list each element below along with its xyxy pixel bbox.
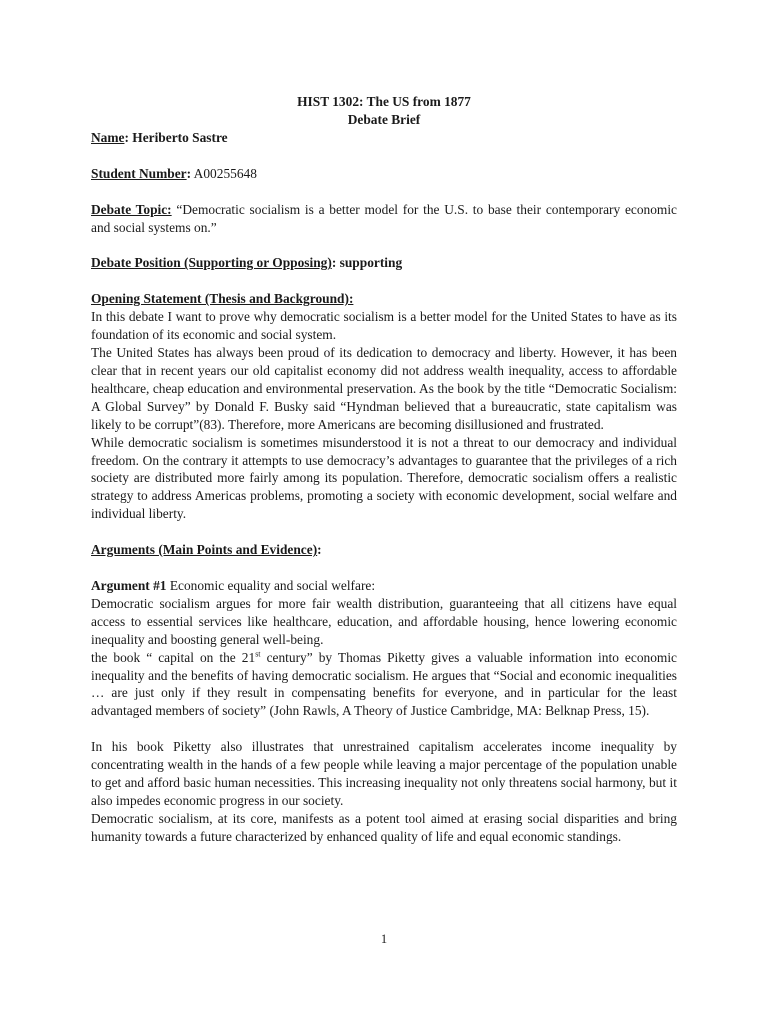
name-label: Name — [91, 129, 125, 145]
student-number-line: Student Number: A00255648 — [91, 165, 257, 181]
document-type: Debate Brief — [347, 111, 421, 127]
student-number-value: A00255648 — [191, 165, 257, 181]
document-body — [91, 93, 677, 846]
argument-1-paragraph-3: In his book Piketty also illustrates that unrestrained capitalism accelerates income inequality by concentrating wealth in the hands of a few people while leaving a major percentage of the population unable to get and afford basic human necessities. This increasing inequality not only threatens social harmony, but it also impedes economic progress in our society. — [91, 739, 677, 808]
debate-position-label: Debate Position (Supporting or Opposing) — [91, 255, 332, 271]
argument-1-paragraph-1: Democratic socialism argues for more fair wealth distribution, guaranteeing that all citizens have equal access to essential services like healthcare, education, and affordable housing, hence lowering economic inequality and boosting general well-being. — [91, 595, 677, 647]
debate-topic-label: Debate Topic: — [91, 201, 172, 217]
argument-1-paragraph-2: the book “ capital on the 21st century” by Thomas Piketty gives a valuable information into economic inequality and the benefits of having democratic socialism. He argues that “Social and economic inequalities … are just only if they result in compensating benefits for everyone, and in particular for the least advantaged members of society” (John Rawls, A Theory of Justice Cambridge, MA: Belknap Press, 15). — [91, 649, 677, 719]
name-line: Name: Heriberto Sastre — [91, 129, 228, 145]
page-number: 1 — [380, 932, 388, 946]
argument-1-paragraph-4: Democratic socialism, at its core, manifests as a potent tool aimed at erasing social disparities and bring humanity towards a future characterized by enhanced quality of life and equal economic standings. — [91, 810, 677, 844]
debate-topic — [91, 201, 677, 237]
debate-topic-value: “Democratic socialism is a better model for the U.S. to base their contemporary economic and social systems on.” — [91, 201, 677, 235]
debate-position-value: : supporting — [331, 255, 403, 271]
name-value: Heriberto Sastre — [128, 129, 228, 145]
opening-paragraph-3: While democratic socialism is sometimes misunderstood it is not a threat to our democracy and individual freedom. On the contrary it attempts to use democracy’s advantages to guarantee that the privileges of a rich society are distributed more fairly among its population. Therefore, democratic socialism offers a realistic strategy to address Americas problems, promoting a society with economic development, social welfare and individual liberty. — [91, 434, 677, 522]
opening-paragraph-1: In this debate I want to prove why democratic socialism is a better model for the United States to have as its foundation of its economic and social system. — [91, 309, 677, 343]
argument-1-title: Argument #1 Economic equality and social welfare: — [91, 578, 376, 594]
student-number-label: Student Number — [91, 165, 187, 181]
argument-1-label: Argument #1 — [91, 578, 167, 594]
debate-position — [91, 254, 677, 272]
arguments-heading: Arguments (Main Points and Evidence): — [91, 542, 322, 558]
opening-paragraph-2: The United States has always been proud of its dedication to democracy and liberty. However, it has been clear that in recent years our old capitalist economy did not address wealth inequality, access to affordable healthcare, cheap education and environmental preservation. As the book by the title “Democratic Socialism: A Global Survey” by Donald F. Busky said “Hyndman believed that a bureaucratic, state capitalism was likely to be corrupt”(83). Therefore, more Americans are becoming disillusioned and frustrated. — [91, 345, 677, 432]
opening-heading: Opening Statement (Thesis and Background): — [91, 291, 354, 307]
course-title: HIST 1302: The US from 1877 — [297, 94, 471, 109]
